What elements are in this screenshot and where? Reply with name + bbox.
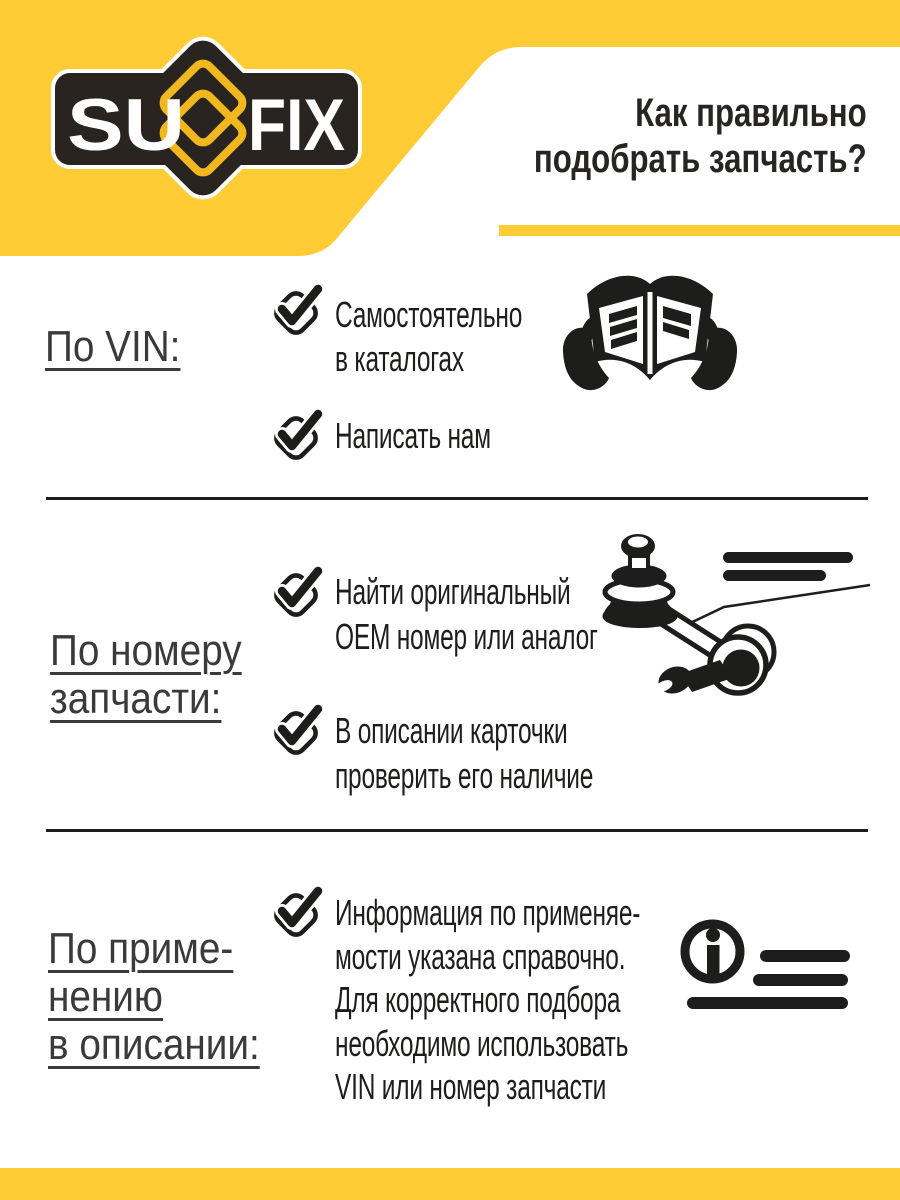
book-in-hands-icon <box>554 264 746 396</box>
checkmark-icon <box>271 883 325 941</box>
section-divider-2 <box>46 829 868 832</box>
section-label-application: По приме- нению в описании: <box>48 924 260 1069</box>
section-label-vin: По VIN: <box>45 322 181 371</box>
stabilizer-link-icon <box>580 508 880 708</box>
sufix-logo <box>40 18 370 210</box>
item-text-write-us: Написать нам <box>335 415 491 456</box>
info-icon <box>676 912 856 1014</box>
title-underline-bar <box>499 225 900 236</box>
checkmark-icon <box>271 701 325 759</box>
item-text-application-note: Информация по применяе- мости указана справочно. Для корректного подбора необходимо использовать VIN или номер запчасти <box>335 892 641 1107</box>
logo-text-fix: FIX <box>248 85 346 166</box>
page-title-line2: подобрать запчасть? <box>534 137 867 181</box>
item-text-catalogs: Самостоятельно в каталогах <box>335 294 523 379</box>
page-title-line1: Как правильно <box>635 91 867 135</box>
section-divider-1 <box>46 497 868 500</box>
logo-text-su: SU <box>67 85 185 166</box>
section-label-part-number: По номеру запчасти: <box>50 626 242 723</box>
checkmark-icon <box>271 406 325 464</box>
footer-yellow-bar <box>0 1168 900 1200</box>
checkmark-icon <box>271 281 325 339</box>
item-text-check-card: В описании карточки проверить его наличие <box>335 710 594 796</box>
item-text-find-oem: Найти оригинальный OEM номер или аналог <box>335 571 598 657</box>
page-title <box>534 90 867 182</box>
checkmark-icon <box>271 563 325 621</box>
